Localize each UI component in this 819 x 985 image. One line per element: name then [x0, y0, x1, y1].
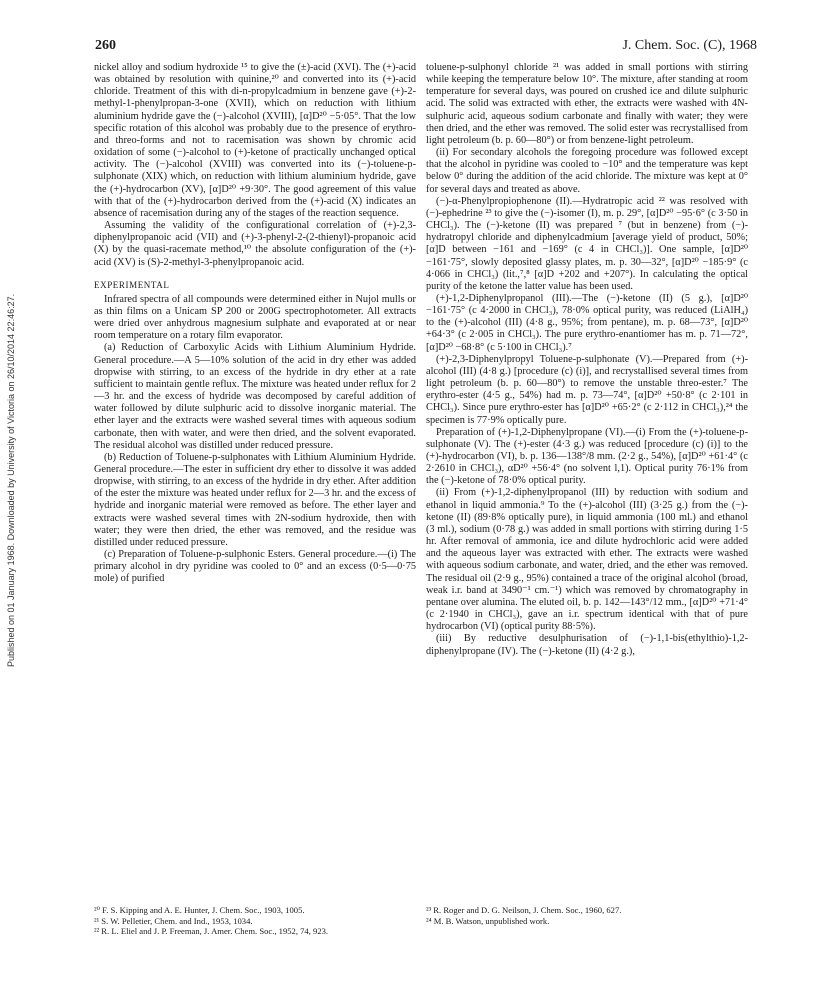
page-number: 260 [95, 38, 116, 53]
footnotes-left [94, 905, 416, 937]
paragraph: nickel alloy and sodium hydroxide ¹⁵ to give the (±)-acid (XVI). The (+)-acid was obtained by resolution with quinine,²⁰ and converted into its (+)-acid chloride. Treatment of this with di-n-propylcadmium in benzene gave (+)-2-methyl-1-phenylpropan-3-one (XVII), which on reduction with lithium aluminium hydride gave the (−)-alcohol (XVIII), [α]D²⁰ −5·05°. That the low specific rotation of this alcohol was probably due to the presence of erythro- and threo-forms and not to racemisation was shown by chromic acid oxidation of some (−)-alcohol to (+)-ketone of practically unchanged optical activity. The (−)-alcohol (XVIII) was converted into its (−)-toluene-p-sulphonate (XIX) which, on reduction with lithium aluminium hydride, gave the (+)-hydrocarbon (XV), [α]D²⁰ +9·30°. The good agreement of this value with that of the (+)-hydrocarbon derived from the (+)-acid (X) indicates an absence of racemisation during any of the stages of the reaction sequence. [94, 62, 416, 219]
footnote: ²⁴ M. B. Watson, unpublished work. [426, 915, 550, 926]
paragraph: (ii) From (+)-1,2-diphenylpropanol (III) by reduction with sodium and ethanol in liquid ammonia.⁹ To the (+)-alcohol (III) (3·25 g.) from the (−)-ketone (II) (89·8% optically pure), in liquid ammonia (100 ml.) and ethanol (3 ml.), sodium (0·78 g.) was added in small portions with stirring during 1·5 hr. After removal of ammonia, ice and dilute hydrochloric acid were added and the aqueous layer was extracted with ether. The extracts were washed with aqueous sodium carbonate, and water, dried, and the ether was removed. The residual oil (2·9 g., 95%) contained a trace of the original alcohol (broad, weak i.r. band at 3490⁻¹ cm.⁻¹) which was removed by chromatography in pentane over alumina. The eluted oil, b. p. 142—143°/12 mm., [α]D²⁰ +71·4° (c 2·1940 in CHCl₃), gave an i.r. spectrum identical with that of pure hydrocarbon (VI) (optical purity 88·5%). [426, 487, 748, 633]
right-column [426, 62, 748, 658]
paragraph: (b) Reduction of Toluene-p-sulphonates with Lithium Aluminium Hydride. General procedure.—The ester in sufficient dry ether to dissolve it was added dropwise, with stirring, to an excess of the hydride in dry ether. After addition of the ester the mixture was heated under reflux for 2—3 hr. and the excess of hydride and inorganic material were removed as before. The ether layer and extracts were washed several times with 2N-sodium hydroxide, then with water; they were then dried, the ether was removed, and the residue was distilled under reduced pressure. [94, 451, 416, 548]
paragraph: (−)-α-Phenylpropiophenone (II).—Hydratropic acid ²² was resolved with (−)-ephedrine ²³ to give the (−)-isomer (I), m. p. 29°, [α]D²⁰ −95·6° (c 3·50 in CHCl₃). The (−)-ketone (II) was prepared ⁷ (but in benzene) from (−)-hydratropyl chloride and diphenylcadmium [average yield of product, 50%; [α]D between −161 and −169° (c 4 in CHCl₃)]. One sample, [α]D²⁰ −161·75°, slowly deposited glassy plates, m. p. 30—32°, [α]D²⁰ −185·9° (c 4·066 in CHCl₃) (lit.,⁷,⁸ [α]D +202 and +207°). In calculating the optical purity of the ketone the latter value has been used. [426, 195, 748, 292]
journal-header: J. Chem. Soc. (C), 1968 [622, 38, 757, 53]
footnote: ²² R. L. Eliel and J. P. Freeman, J. Amer. Chem. Soc., 1952, 74, 923. [94, 926, 329, 936]
paragraph: (ii) For secondary alcohols the foregoing procedure was followed except that the alcohol in pyridine was cooled to −10° and the temperature was kept below 0° during the addition of the acid chloride. The mixture was kept at 0° for several days and treated as above. [426, 147, 748, 195]
footnote: ²⁰ F. S. Kipping and A. E. Hunter, J. Chem. Soc., 1903, 1005. [94, 905, 305, 915]
paragraph: (a) Reduction of Carboxylic Acids with Lithium Aluminium Hydride. General procedure.—A 5—10% solution of the acid in dry ether was added dropwise with stirring, to an excess of the hydride in dry ether at a rate sufficient to maintain gentle reflux. The mixture was heated under reflux for 2—3 hr. and the excess of hydride was decomposed by careful addition of water followed by dilute sulphuric acid to dissolve inorganic material. The ether layer and the extracts were washed several times with aqueous sodium carbonate, then with water, and were then dried, and the solvent evaporated. The residual alcohol was distilled under reduced pressure. [94, 342, 416, 451]
paragraph: (+)-1,2-Diphenylpropanol (III).—The (−)-ketone (II) (5 g.), [α]D²⁰ −161·75° (c 4·2000 in CHCl₃), 78·0% optical purity, was reduced (LiAlH₄) to the (+)-alcohol (III) (4·8 g., 95%; from pentane), m. p. 68—73°, [α]D²⁰ +64·3° (c 2·005 in CHCl₃). The pure erythro-enantiomer has m. p. 71—72°, [α]D²⁰ −68·8° (c 5·100 in CHCl₃).⁷ [426, 292, 748, 353]
download-notice: Published on 01 January 1968. Downloaded by University of Victoria on 26/10/2014 22:46:27. [6, 293, 16, 667]
paragraph: toluene-p-sulphonyl chloride ²¹ was added in small portions with stirring while keeping the temperature below 10°. The mixture, after standing at room temperature for several days, was poured on crushed ice and dilute sulphuric acid. The solid was extracted with ether, the extracts were washed with 4N-sulphuric acid, aqueous sodium carbonate and finally with water; they were then dried, and the ether was removed. The solid ester was recrystallised from light petroleum (b. p. 60—80°) or from benzene-light petroleum. [426, 62, 748, 146]
paragraph: Preparation of (+)-1,2-Diphenylpropane (VI).—(i) From the (+)-toluene-p-sulphonate (V). The (+)-ester (4·3 g.) was reduced [procedure (c) (i)] to the (+)-hydrocarbon (VI), b. p. 136—138°/8 mm. (2·2 g., 54%), [α]D²⁰ +61·4° (c 2·2610 in CHCl₃), αD²⁰ +56·4° (no solvent l,1). Optical purity 76·1% from the (−)-ketone of 78·0% optical purity. [426, 426, 748, 487]
paragraph: Infrared spectra of all compounds were determined either in Nujol mulls or as thin films on a Unicam SP 200 or 200G spectrophotometer. All extracts were dried over anhydrous magnesium sulphate and evaporated at or near room temperature on a rotary film evaporator. [94, 293, 416, 342]
footnote: ²³ R. Roger and D. G. Neilson, J. Chem. Soc., 1960, 627. [426, 905, 622, 915]
paragraph: (+)-2,3-Diphenylpropyl Toluene-p-sulphonate (V).—Prepared from (+)-alcohol (III) (4·8 g.) [procedure (c) (i)], and recrystallised several times from light petroleum (b. p. 60—80°) to remove the unstable threo-ester.⁷ The erythro-ester (4·5 g., 54%) had m. p. 73—74°, [α]D²⁰ +50·8° (c 2·101 in CHCl₃). Since pure erythro-ester has [α]D²⁰ +65·2° (c 2·112 in CHCl₃),²⁴ the specimen is 77·9% optically pure. [426, 353, 748, 426]
section-heading: EXPERIMENTAL [94, 279, 170, 290]
paragraph: (iii) By reductive desulphurisation of (−)-1,1-bis(ethylthio)-1,2-diphenylpropane (IV). The (−)-ketone (II) (4·2 g.), [426, 633, 748, 657]
footnote: ²¹ S. W. Pelletier, Chem. and Ind., 1953, 1034. [94, 915, 253, 926]
footnotes-right [426, 905, 748, 926]
left-column [94, 62, 416, 586]
paragraph: Assuming the validity of the configurational correlation of (+)-2,3-diphenylpropanoic acid (VII) and (+)-3-phenyl-2-(2-thienyl)-propanoic acid (X) by the quasi-racemate method,¹⁰ the absolute configuration of the (+)-acid (XV) is (S)-2-methyl-3-phenylpropanoic acid. [94, 220, 416, 268]
paragraph: (c) Preparation of Toluene-p-sulphonic Esters. General procedure.—(i) The primary alcohol in dry pyridine was cooled to 0° and an excess (0·5—0·75 mole) of purified [94, 549, 416, 585]
